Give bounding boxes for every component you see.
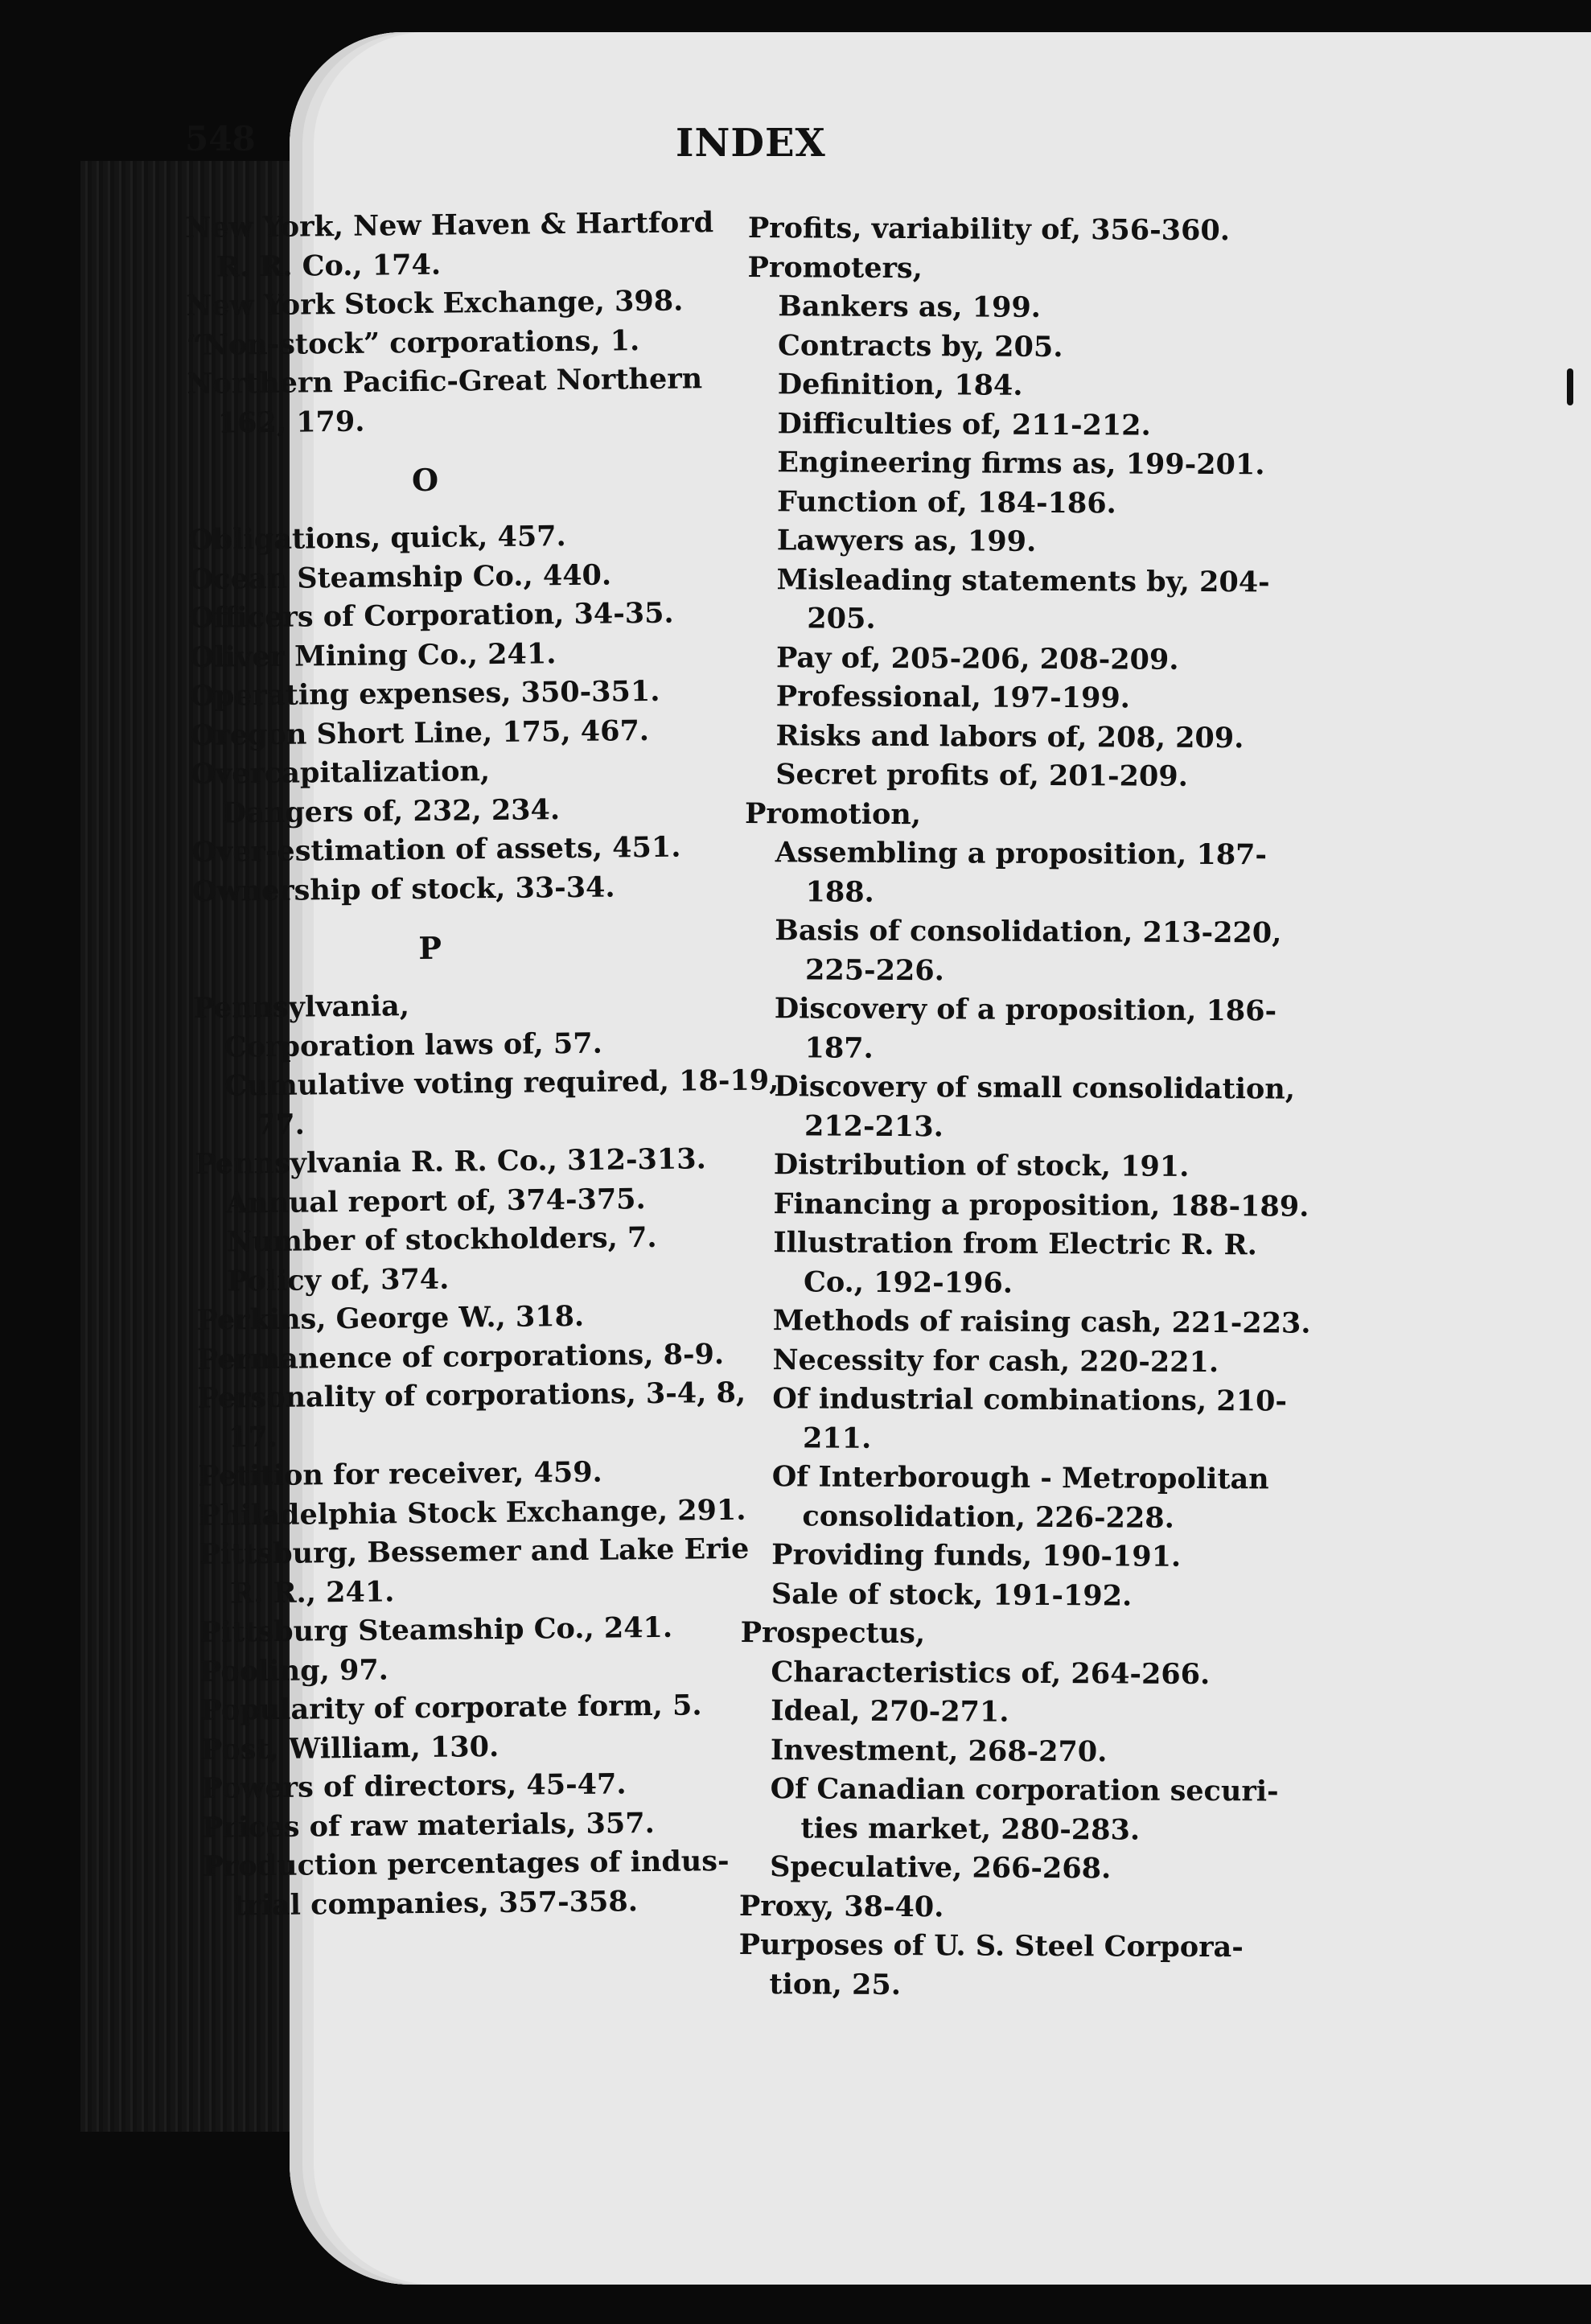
index-subentry: Lawyers as, 199. [776,524,1037,558]
index-subentry: Illustration from Electric R. R. [773,1226,1257,1262]
index-entry: Promoters, [747,250,923,285]
index-subentry: Secret profits of, 201-209. [775,758,1188,793]
index-entry: Operating expenses, 350-351. [190,674,660,713]
index-entry: Powers of directors, 45-47. [201,1767,627,1805]
index-subentry: Co., 192-196. [803,1265,1013,1300]
index-subentry: Characteristics of, 264-266. [771,1655,1211,1691]
index-subentry: Bankers as, 199. [778,290,1042,324]
index-entry: New York Stock Exchange, 398. [186,284,684,323]
margin-mark [1567,368,1573,405]
index-entry: Officers of Corporation, 34-35. [189,596,674,635]
index-subentry: Risks and labors of, 208, 209. [775,718,1244,755]
index-entry: Over-estimation of assets, 451. [191,830,681,869]
index-subentry: Professional, 197-199. [775,680,1131,715]
index-entry: Profits, variability of, 356-360. [747,211,1231,248]
index-subentry: Of industrial combinations, 210- [772,1382,1288,1418]
index-entry: Ocean Steamship Co., 440. [188,557,612,596]
index-entry: Philadelphia Stock Exchange, 291. [198,1493,746,1532]
index-subentry: 187. [804,1030,874,1065]
index-subentry: 188. [805,874,874,909]
index-subentry: Corporation laws of, 57. [224,1026,603,1064]
index-entry: Permanence of corporations, 8-9. [196,1337,725,1376]
index-subentry: Number of stockholders, 7. [226,1220,657,1259]
index-subentry: Ideal, 270-271. [771,1694,1009,1729]
index-entry: Production percentages of indus- [202,1845,730,1883]
index-entry: Pooling, 97. [199,1652,389,1688]
index-subentry: Difficulties of, 211-212. [777,406,1151,442]
index-subentry: Discovery of a proposition, 186- [774,992,1277,1028]
index-subentry: Sale of stock, 191-192. [771,1577,1133,1613]
index-entry: Perkins, George W., 318. [196,1299,585,1337]
page-number: 548 [185,119,256,158]
index-subentry: trial companies, 357-358. [232,1884,639,1922]
index-subentry: Annual report of, 374-375. [225,1182,646,1220]
index-entry: Ownership of stock, 33-34. [191,870,615,908]
index-subentry: 225-226. [804,952,944,987]
index-subentry: ties market, 280-283. [800,1811,1141,1847]
index-subentry: Contracts by, 205. [778,328,1063,364]
index-subentry: 205. [807,602,876,636]
page-title: INDEX [676,121,826,166]
index-subentry: Investment, 268-270. [770,1733,1108,1768]
index-subentry: Methods of raising cash, 221-223. [772,1304,1311,1340]
index-subentry: 17. [228,1420,278,1454]
index-entry: Overcapitalization, [191,755,491,791]
index-entry: Proxy, 38-40. [738,1889,944,1923]
index-subentry: 211. [802,1421,872,1455]
index-entry: Pittsburg, Bessemer and Lake Erie [199,1532,750,1571]
index-subentry: Of Canadian corporation securi- [770,1772,1279,1808]
index-subentry: tion, 25. [769,1967,902,2001]
index-entry: Pennsylvania, [193,989,410,1025]
section-letter: P [418,929,442,967]
index-entry: Prices of raw materials, 357. [201,1806,655,1845]
index-subentry: R. R. Co., 174. [216,248,442,284]
index-subentry: Necessity for cash, 220-221. [772,1343,1219,1379]
index-subentry: Cumulative voting required, 18-19, [224,1063,779,1103]
index-subentry: consolidation, 226-228. [802,1499,1174,1535]
index-entry: Northern Pacific-Great Northern [187,362,703,401]
index-entry: Post, William, 130. [200,1730,500,1767]
index-entry: Popularity of corporate form, 5. [200,1688,702,1727]
index-subentry: Misleading statements by, 204- [776,562,1270,598]
index-subentry: Function of, 184-186. [776,484,1116,520]
index-entry: Personality of corporations, 3-4, 8, [197,1376,746,1415]
index-entry: Promotion, [744,796,922,831]
index-subentry: Discovery of small consolidation, [774,1070,1296,1106]
index-subentry: Policy of, 374. [226,1262,450,1298]
index-entry: Petition for receiver, 459. [198,1455,602,1493]
index-entry: New York, New Haven & Hartford [185,206,714,245]
index-subentry: Basis of consolidation, 213-220, [775,914,1282,950]
index-column-right [738,209,1327,2007]
index-subentry: 212-213. [804,1109,944,1143]
index-subentry: Assembling a proposition, 187- [775,836,1268,872]
index-subentry: 162, 179. [217,405,365,440]
index-entry: Oregon Short Line, 175, 467. [190,714,650,752]
index-subentry: Engineering firms as, 199-201. [777,446,1265,482]
index-subentry: Speculative, 266-268. [770,1850,1112,1886]
index-entry: Purposes of U. S. Steel Corpora- [738,1927,1244,1964]
index-subentry: Providing funds, 190-191. [771,1538,1182,1573]
section-letter: O [411,461,439,499]
index-entry: Obligations, quick, 457. [188,520,566,557]
index-entry: Oliver Mining Co., 241. [189,636,557,674]
index-subentry: Definition, 184. [777,368,1023,402]
index-subentry: Distribution of stock, 191. [773,1148,1190,1183]
index-entry: Pittsburg Steamship Co., 241. [199,1610,673,1649]
index-subentry: Financing a proposition, 188-189. [773,1187,1309,1224]
index-subentry: Dangers of, 232, 234. [221,792,561,830]
index-entry: Pennsylvania R. R. Co., 312-313. [195,1142,707,1181]
index-subentry: Pay of, 205-206, 208-209. [775,640,1179,677]
index-entry: “Non-stock” corporations, 1. [186,323,640,362]
index-entry: Prospectus, [740,1615,926,1651]
index-subentry: R. R., 241. [229,1574,395,1610]
index-subentry: Of Interborough - Metropolitan [771,1460,1269,1496]
index-column-left [185,204,779,1926]
index-subentry: 77. [255,1108,306,1141]
